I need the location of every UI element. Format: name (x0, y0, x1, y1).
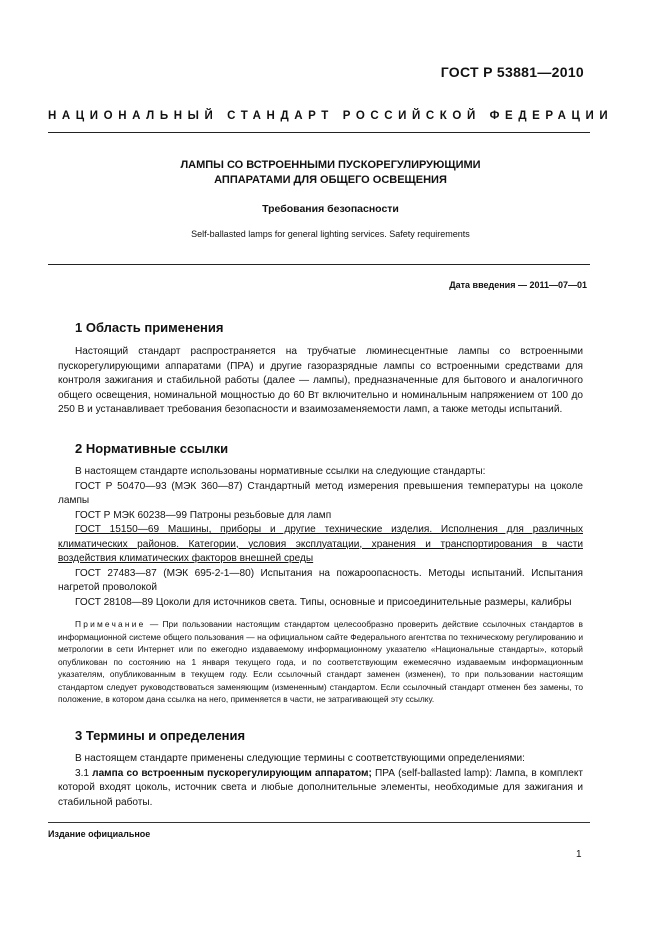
note-label: Примечание (75, 619, 146, 629)
term-3-1 (58, 767, 583, 811)
references-intro: В настоящем стандарте использованы нормативные ссылки на следующие стандарты: (75, 466, 486, 477)
reference-item: ГОСТ 28108—89 Цоколи для источников света. Типы, основные и присоединительные размеры, калибры (75, 596, 572, 608)
term-name: лампа со встроенным пускорегулирующим аппаратом; (92, 767, 372, 779)
note-text: — При пользовании настоящим стандартом целесообразно проверить действие ссылочных стандартов в информационной системе общего пользования — на официальном сайте Федерального агентства по техническому регулированию и метрологии в сети Интернет или по ежегодно издаваемому информационному указателю «Национальные стандарты», который опубликован по состоянию на 1 января текущего года, и по соответствующим ежемесячно издаваемым информационным указателям, опубликованным в текущем году. Если ссылочный стандарт заменен (изменен), то при пользовании настоящим стандартом следует руководствоваться заменяющим (измененным) стандартом. Если ссылочный стандарт отменен без замены, то положение, в котором дана ссылка на него, применяется в части, не затрагивающей эту ссылку. (58, 619, 584, 704)
section-3-body (58, 752, 583, 810)
official-edition-label: Издание официальное (48, 829, 151, 839)
reference-item: ГОСТ 15150—69 Машины, приборы и другие технические изделия. Исполнения для различных климатических районов. Категории, условия эксплуатации, хранения и транспортирования в части воздействия климатических факторов внешней среды (58, 524, 583, 564)
reference-item: ГОСТ 27483—87 (МЭК 695-2-1—80) Испытания на пожароопасность. Методы испытаний. Испытания нагретой проволокой (58, 567, 583, 593)
title-rule (48, 264, 590, 265)
gost-number: ГОСТ Р 53881—2010 (440, 64, 584, 80)
page-number: 1 (576, 849, 582, 860)
introduction-date: Дата введения — 2011—07—01 (449, 280, 587, 290)
document-title (48, 158, 613, 188)
title-line-1: ЛАМПЫ СО ВСТРОЕННЫМИ ПУСКОРЕГУЛИРУЮЩИМИ (180, 159, 481, 171)
section-2-body (58, 465, 583, 610)
title-line-2: АППАРАТАМИ ДЛЯ ОБЩЕГО ОСВЕЩЕНИЯ (214, 174, 447, 186)
term-number: 3.1 (75, 767, 90, 779)
national-standard-banner: НАЦИОНАЛЬНЫЙ СТАНДАРТ РОССИЙСКОЙ ФЕДЕРАЦИИ (48, 110, 614, 122)
reference-item: ГОСТ Р МЭК 60238—99 Патроны резьбовые для ламп (75, 509, 332, 521)
section-2-heading: 2 Нормативные ссылки (75, 441, 229, 456)
footer-rule (48, 822, 590, 823)
section-1-body (58, 345, 583, 418)
references-note (58, 618, 583, 706)
document-subtitle: Требования безопасности (262, 203, 399, 215)
terms-intro: В настоящем стандарте применены следующие термины с соответствующими определениями: (75, 753, 525, 764)
reference-item: ГОСТ Р 50470—93 (МЭК 360—87) Стандартный метод измерения превышения температуры на цоколе лампы (58, 480, 583, 506)
section-1-heading: 1 Область применения (75, 320, 224, 335)
english-title: Self-ballasted lamps for general lighting services. Safety requirements (191, 229, 470, 239)
section-1-text: Настоящий стандарт распространяется на трубчатые люминесцентные лампы со встроенными пускорегулирующими аппаратами (ПРА) и другие газоразрядные лампы со встроенными средствами для контроля зажигания и стабильной работы (далее — лампы), предназначенные для бытового и аналогичного общего освещения, номинальной мощностью до 60 Вт включительно и номинальным напряжением от 100 до 250 В и устанавливает требования безопасности и взаимозаменяемости ламп, а также методы испытаний. (58, 346, 583, 415)
header-rule (48, 132, 590, 133)
term-definition: ПРА (self-ballasted lamp): Лампа, в комплект которой входят цоколь, источник света и любые дополнительные элементы, необходимые для зажигания и стабильной работы. (58, 767, 584, 808)
section-3-heading: 3 Термины и определения (75, 728, 246, 743)
